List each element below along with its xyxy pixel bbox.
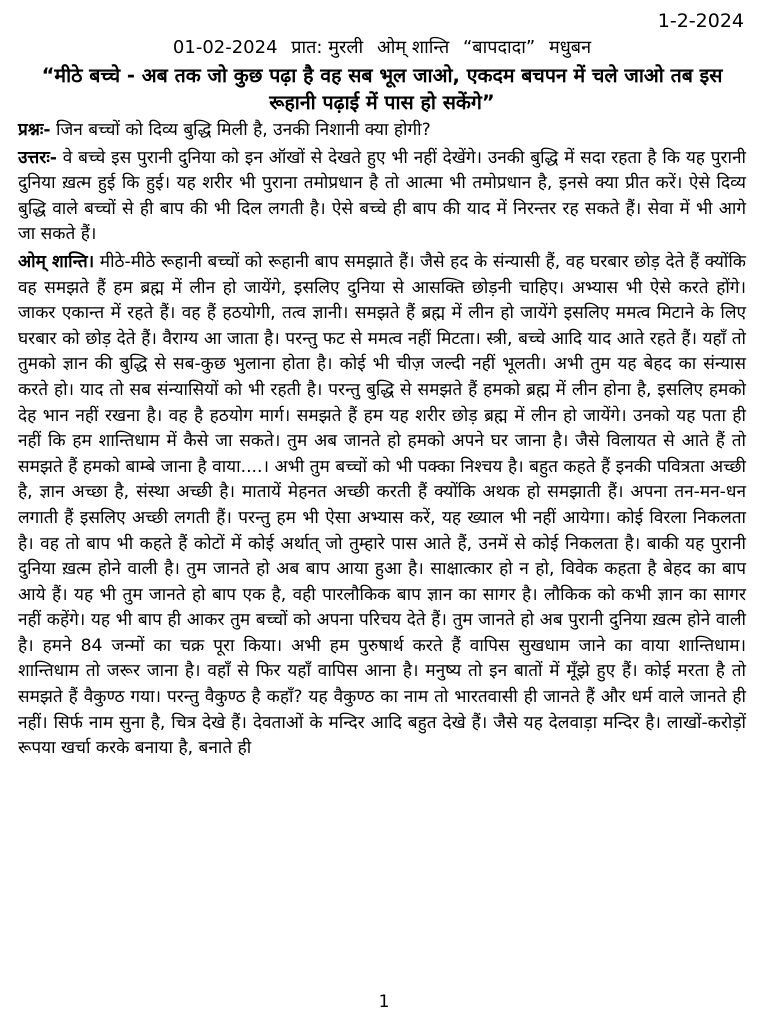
answer-block <box>18 146 746 248</box>
answer-label: उत्तरः- <box>18 147 57 168</box>
header-date: 01-02-2024 <box>172 37 278 58</box>
murli-body <box>18 250 746 762</box>
question-label: प्रश्नः- <box>18 120 51 140</box>
murli-title: “मीठे बच्चे - अब तक जो कुछ पढ़ा है वह सब भूल जाओ, एकदम बचपन में चले जाओ तब इस रूहानी पढ़ाई में पास हो सकेंगे” <box>41 64 723 114</box>
header-source: “बापदादा” <box>462 37 536 58</box>
header-session: प्रात: मुरली <box>291 37 364 58</box>
header-greeting: ओम् शान्ति <box>376 37 450 58</box>
header-place: मधुबन <box>548 37 592 58</box>
body-opening: ओम् शान्ति। <box>18 251 95 272</box>
murli-header <box>18 36 746 60</box>
question-block <box>18 118 746 144</box>
body-text: मीठे-मीठे रूहानी बच्चों को रूहानी बाप समझाते हैं। जैसे हद के संन्यासी हैं, वह घरबार छोड़ देते हैं क्योंकि वह समझते हैं हम ब्रह्म में लीन हो जायेंगे, इसलिए दुनिया से आसक्ति छोड़नी चाहिए। अभ्यास भी ऐसे करते होंगे। जाकर एकान्त में रहते हैं। वह हैं हठयोगी, तत्व ज्ञानी। समझते हैं ब्रह्म में लीन हो जायेंगे इसलिए ममत्व मिटाने के लिए घरबार को छोड़ देते हैं। वैराग्य आ जाता है। परन्तु फट से ममत्व नहीं मिटता। स्त्री, बच्चे आदि याद आते रहते हैं। यहाँ तो तुमको ज्ञान की बुद्धि से सब-कुछ भुलाना होता है। कोई भी चीज़ जल्दी नहीं भूलती। अभी तुम यह बेहद का संन्यास करते हो। याद तो सब संन्यासियों को भी रहती है। परन्तु बुद्धि से समझते हैं हमको ब्रह्म में लीन होना है, इसलिए हमको देह भान नहीं रखना है। वह है हठयोग मार्ग। समझते हैं हम यह शरीर छोड़ ब्रह्म में लीन हो जायेंगे। उनको यह पता ही नहीं कि हम शान्तिधाम में कैसे जा सकते। तुम अब जानते हो हमको अपने घर जाना है। जैसे विलायत से आते हैं तो समझते हैं हमको बाम्बे जाना है वाया....। अभी तुम बच्चों को भी पक्का निश्चय है। बहुत कहते हैं इनकी पवित्रता अच्छी है, ज्ञान अच्छा है, संस्था अच्छी है। मातायें मेहनत अच्छी करती हैं क्योंकि अथक हो समझाती हैं। अपना तन-मन-धन लगाती हैं इसलिए अच्छी लगती हैं। परन्तु हम भी ऐसा अभ्यास करें, यह ख्याल भी नहीं आयेगा। कोई विरला निकलता है। वह तो बाप भी कहते हैं कोटों में कोई अर्थात् जो तुम्हारे पास आते हैं, उनमें से कोई निकलता है। बाकी यह पुरानी दुनिया ख़त्म होने वाली है। तुम जानते हो अब बाप आया हुआ है। साक्षात्कार हो न हो, विवेक कहता है बेहद का बाप आये हैं। यह भी तुम जानते हो बाप एक है, वही पारलौकिक बाप ज्ञान का सागर है। लौकिक को कभी ज्ञान का सागर नहीं कहेंगे। यह भी बाप ही आकर तुम बच्चों को अपना परिचय देते हैं। तुम जानते हो अब पुरानी दुनिया ख़त्म होने वाली है। हमने 84 जन्मों का चक्र पूरा किया। अभी हम पुरुषार्थ करते हैं वापिस सुखधाम जाने का वाया शान्तिधाम। शान्तिधाम तो जरूर जाना है। वहाँ से फिर यहाँ वापिस आना है। मनुष्य तो इन बातों में मूँझे हुए हैं। कोई मरता है तो समझते हैं वैकुण्ठ गया। परन्तु वैकुण्ठ है कहाँ? यह वैकुण्ठ का नाम तो भारतवासी ही जानते हैं और धर्म वाले जानते ही नहीं। सिर्फ नाम सुना है, चित्र देखे हैं। देवताओं के मन्दिर आदि बहुत देखे हैं। जैसे यह देलवाड़ा मन्दिर है। लाखों-करोड़ों रूपया खर्चा करके बनाया है, बनाते ही <box>18 251 746 759</box>
question-text: जिन बच्चों को दिव्य बुद्धि मिली है, उनकी निशानी क्या होगी? <box>50 120 431 140</box>
answer-text: वे बच्चे इस पुरानी दुनिया को इन ऑखों से देखते हुए भी नहीं देखेंगे। उनकी बुद्धि में सदा रहता है कि यह पुरानी दुनिया ख़त्म हुई कि हुई। यह शरीर भी पुराना तमोप्रधान है तो आत्मा भी तमोप्रधान है, इनसे क्या प्रीत करें। ऐसे दिव्य बुद्धि वाले बच्चों से ही बाप की भी दिल लगती है। ऐसे बच्चे ही बाप की याद में निरन्तर रह सकते हैं। सेवा में भी आगे जा सकते हैं। <box>18 147 746 245</box>
page-number: 1 <box>378 992 390 1012</box>
corner-date: 1-2-2024 <box>657 10 744 32</box>
